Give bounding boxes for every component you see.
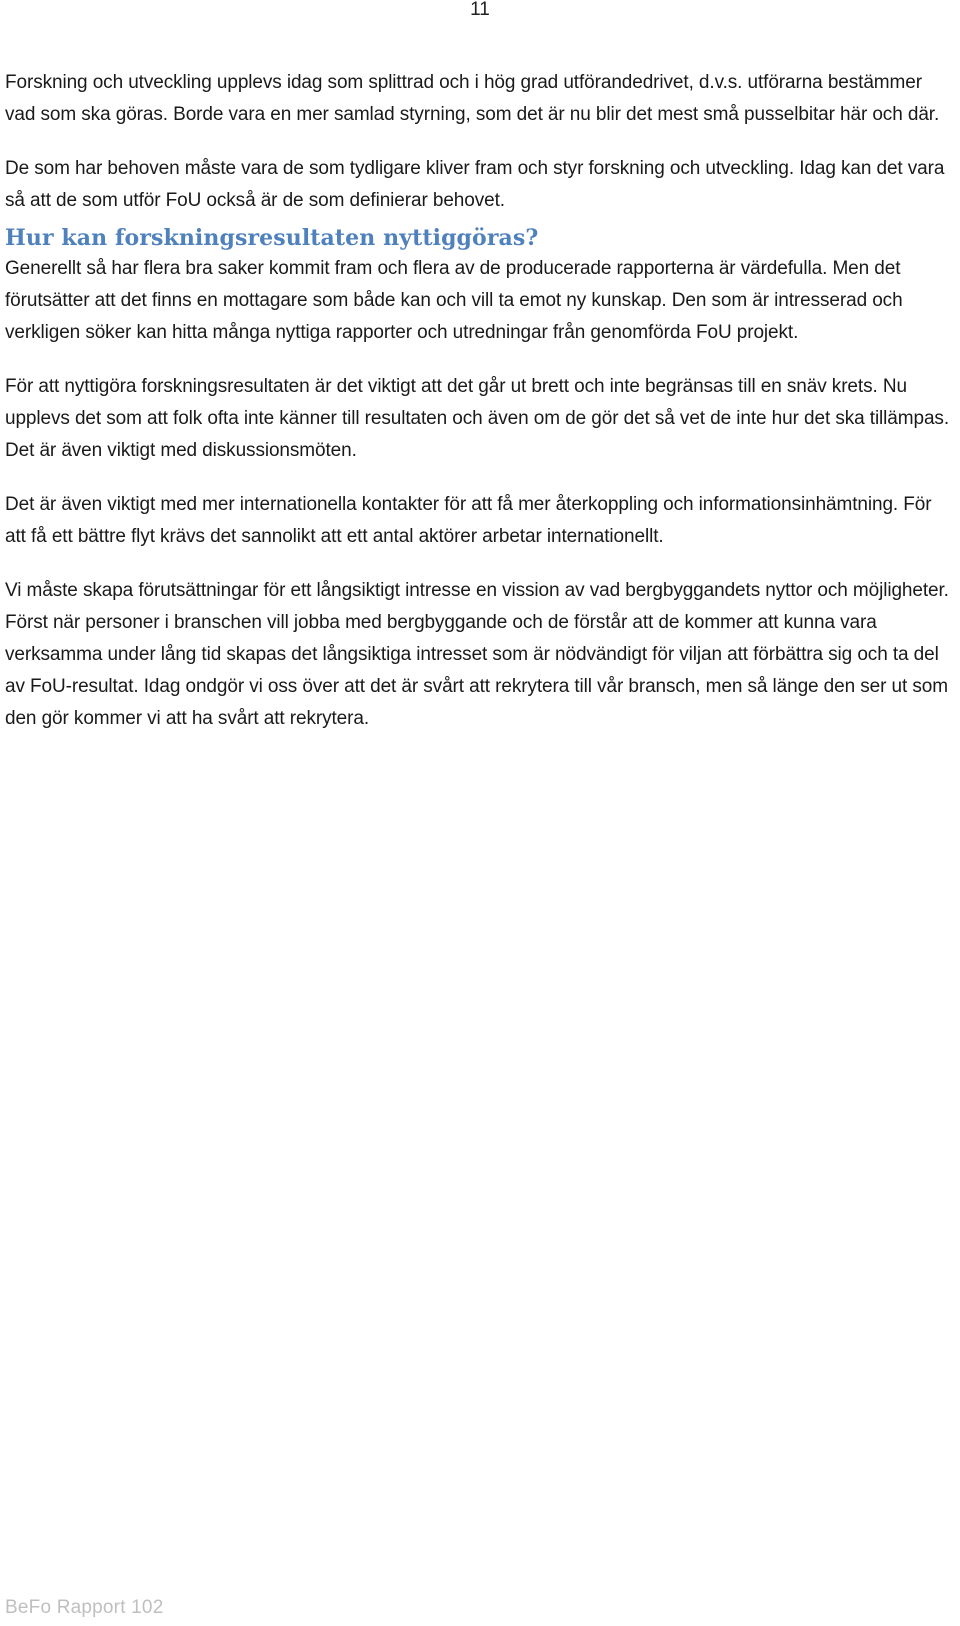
paragraph: Generellt så har flera bra saker kommit fram och flera av de producerade rapporterna är värdefulla. Men det förutsätter att det finns en mottagare som både kan och vill ta emot ny kunskap. Den som är intresserad och verkligen söker kan hitta många nyttiga rapporter och utredningar från genomförda FoU projekt. xyxy=(5,258,903,343)
footer-report-label: BeFo Rapport 102 xyxy=(5,1597,164,1618)
document-body xyxy=(5,67,950,757)
page-number: 11 xyxy=(470,0,490,20)
paragraph: De som har behoven måste vara de som tydligare kliver fram och styr forskning och utveckling. Idag kan det vara så att de som utför FoU också är de som definierar behovet. xyxy=(5,158,945,211)
paragraph: För att nyttigöra forskningsresultaten är det viktigt att det går ut brett och inte begränsas till en snäv krets. Nu upplevs det som att folk ofta inte känner till resultaten och även om de gör det så vet de inte hur det ska tillämpas. Det är även viktigt med diskussionsmöten. xyxy=(5,376,950,461)
section-heading: Hur kan forskningsresultaten nyttiggöras? xyxy=(5,225,539,251)
paragraph: Forskning och utveckling upplevs idag som splittrad och i hög grad utförandedrivet, d.v.s. utförarna bestämmer vad som ska göras. Borde vara en mer samlad styrning, som det är nu blir det mest små pusselbitar här och där. xyxy=(5,72,940,125)
paragraph: Vi måste skapa förutsättningar för ett långsiktigt intresse en vission av vad bergbyggandets nyttor och möjligheter. Först när personer i branschen vill jobba med bergbyggande och de förstår att de kommer att kunna vara verksamma under lång tid skapas det långsiktiga intresset som är nödvändigt för viljan att förbättra sig och ta del av FoU-resultat. Idag ondgör vi oss över att det är svårt att rekrytera till vår bransch, men så länge den ser ut som den gör kommer vi att ha svårt att rekrytera. xyxy=(5,580,949,729)
paragraph: Det är även viktigt med mer internationella kontakter för att få mer återkoppling och informationsinhämtning. För att få ett bättre flyt krävs det sannolikt att ett antal aktörer arbetar internationellt. xyxy=(5,494,932,547)
